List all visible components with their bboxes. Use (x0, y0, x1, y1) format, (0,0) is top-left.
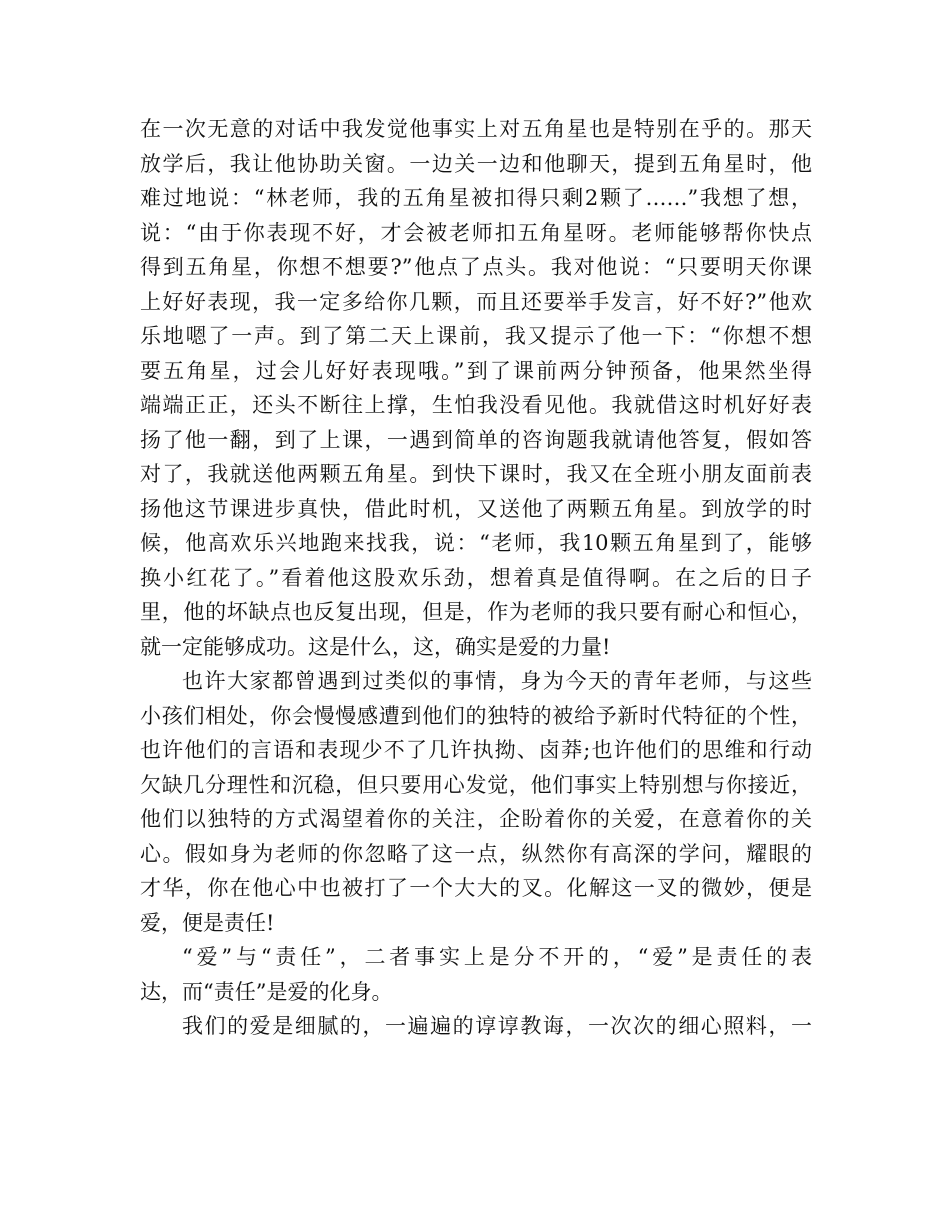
text-line: 也许他们的言语和表现少不了几许执拗、卤莽;也许他们的思维和行动 (140, 738, 812, 762)
text-line: 对了，我就送他两颗五角星。到快下课时，我又在全班小朋友面前表 (140, 462, 812, 486)
text-line-indented: 也许大家都曾遇到过类似的事情，身为今天的青年老师，与这些 (182, 669, 812, 693)
paragraph-1 (140, 112, 812, 664)
text-line: 上好好表现，我一定多给你几颗，而且还要举手发言，好不好?”他欢 (140, 289, 812, 314)
text-line: 在一次无意的对话中我发觉他事实上对五角星也是特别在乎的。那天 (140, 117, 812, 141)
text-line: 候，他高欢乐兴地跑来找我，说：“老师，我10颗五角星到了，能够 (140, 531, 812, 555)
text-line: 说：“由于你表现不好，才会被老师扣五角星呀。老师能够帮你快点 (140, 220, 812, 245)
paragraph-4 (140, 1009, 812, 1044)
text-line: 放学后，我让他协助关窗。一边关一边和他聊天，提到五角星时，他 (140, 151, 812, 176)
text-line-last: 就一定能够成功。这是什么，这，确实是爱的力量! (140, 634, 611, 659)
text-line-indented: 我们的爱是细腻的，一遍遍的谆谆教诲，一次次的细心照料，一 (182, 1014, 812, 1038)
document-body (140, 112, 812, 1044)
text-line: 小孩们相处，你会慢慢感遭到他们的独特的被给予新时代特征的个性， (140, 703, 812, 728)
text-line: 扬他这节课进步真快，借此时机，又送他了两颗五角星。到放学的时 (140, 496, 812, 521)
text-line: 换小红花了。”看着他这股欢乐劲，想着真是值得啊。在之后的日子 (140, 565, 812, 590)
text-line-last: 达，而“责任”是爱的化身。 (140, 979, 393, 1004)
paragraph-3 (140, 940, 812, 1009)
text-line: 难过地说：“林老师，我的五角星被扣得只剩2颗了……”我想了想， (140, 186, 812, 210)
text-line: 里，他的坏缺点也反复出现，但是，作为老师的我只要有耐心和恒心， (140, 600, 812, 624)
text-line-last: 爱，便是责任! (140, 910, 275, 935)
text-line: 欠缺几分理性和沉稳，但只要用心发觉，他们事实上特别想与你接近， (140, 772, 812, 797)
text-line: 心。假如身为老师的你忽略了这一点，纵然你有高深的学问，耀眼的 (140, 841, 812, 866)
text-line: 端端正正，还头不断往上撑，生怕我没看见他。我就借这时机好好表 (140, 393, 812, 417)
text-line: 才华，你在他心中也被打了一个大大的叉。化解这一叉的微妙，便是 (140, 876, 812, 900)
text-line: 乐地嗯了一声。到了第二天上课前，我又提示了他一下：“你想不想 (140, 324, 812, 348)
text-line: 扬了他一翻，到了上课，一遇到简单的咨询题我就请他答复，假如答 (140, 427, 812, 452)
text-line-indented: “爱”与“责任”，二者事实上是分不开的，“爱”是责任的表 (182, 945, 812, 969)
text-line: 要五角星，过会儿好好表现哦。”到了课前两分钟预备，他果然坐得 (140, 358, 812, 383)
text-line: 他们以独特的方式渴望着你的关注，企盼着你的关爱，在意着你的关 (140, 807, 812, 831)
text-line: 得到五角星，你想不想要?”他点了点头。我对他说：“只要明天你课 (140, 255, 812, 279)
paragraph-2 (140, 664, 812, 940)
